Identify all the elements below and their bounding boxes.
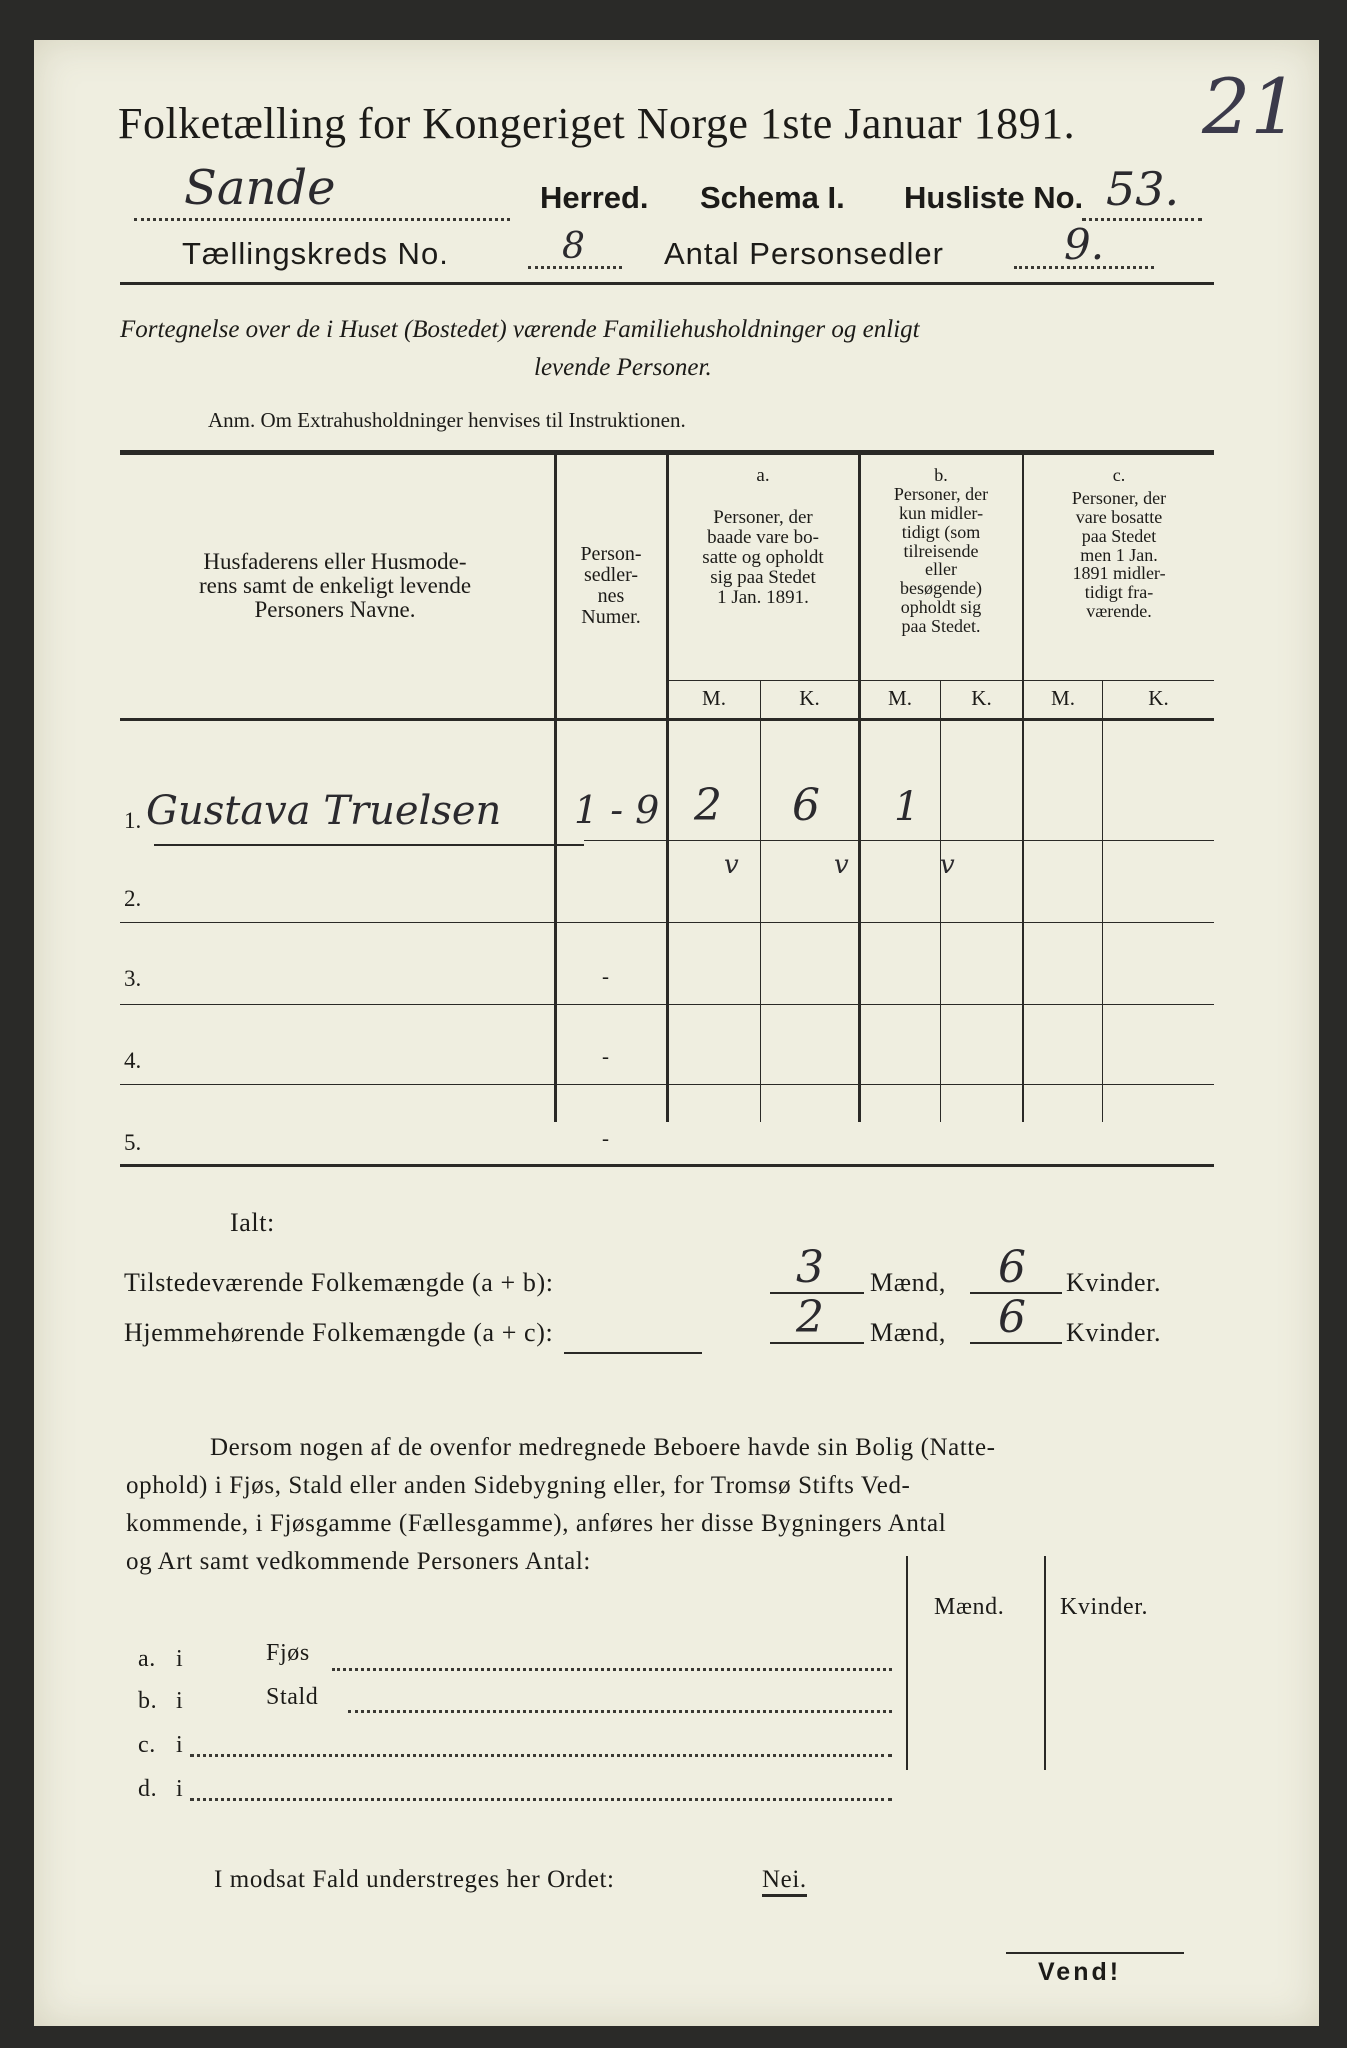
sedler-number: - xyxy=(602,964,609,988)
kreds-number: 8 xyxy=(562,226,585,267)
row-letter: d. xyxy=(138,1776,158,1802)
a-m-value: 2 xyxy=(694,780,722,831)
check-mark: v xyxy=(724,850,739,880)
schema-label: Schema I. xyxy=(700,180,845,215)
b-m-value: 1 xyxy=(894,784,920,830)
row-prep: i xyxy=(176,1776,184,1802)
maend-word: Mænd, xyxy=(870,1268,946,1297)
row-label: Stald xyxy=(266,1684,319,1710)
antal-value: 9. xyxy=(1064,220,1105,269)
nei-word: Nei. xyxy=(762,1866,807,1897)
hjemme-kvinder: 6 xyxy=(998,1292,1026,1343)
a-m-label: M. xyxy=(702,686,726,710)
row-number: 3. xyxy=(124,966,142,991)
buildings-maend-header: Mænd. xyxy=(934,1594,1005,1620)
b-k-label: K. xyxy=(971,686,992,710)
kvinder-word: Kvinder. xyxy=(1066,1268,1162,1297)
row-letter: b. xyxy=(138,1688,158,1714)
herred-label: Herred. xyxy=(540,180,649,215)
sedler-number: - xyxy=(602,1126,609,1150)
tilstede-kvinder: 6 xyxy=(998,1242,1026,1293)
modsat-text: I modsat Fald understreges her Ordet: xyxy=(214,1866,615,1893)
herred-name: Sande xyxy=(184,160,336,216)
tilstede-maend: 3 xyxy=(796,1242,824,1293)
row-prep: i xyxy=(176,1646,184,1672)
row-prep: i xyxy=(176,1688,184,1714)
row-label: Fjøs xyxy=(266,1640,310,1666)
buildings-text-2: ophold) i Fjøs, Stald eller anden Sidebygning eller, for Tromsø Stifts Ved- xyxy=(126,1472,911,1499)
ialt-label: Ialt: xyxy=(230,1208,275,1237)
buildings-text-3: kommende, i Fjøsgamme (Fællesgamme), anføres her disse Bygningers Antal xyxy=(126,1510,947,1537)
check-mark: v xyxy=(940,850,955,880)
form-title: Folketælling for Kongeriget Norge 1ste Januar 1891. xyxy=(118,99,1076,148)
check-mark: v xyxy=(834,850,849,880)
kvinder-word: Kvinder. xyxy=(1066,1318,1162,1347)
tilstede-label: Tilstedeværende Folkemængde (a + b): xyxy=(124,1268,554,1297)
section-divider xyxy=(564,1352,702,1354)
census-form-page xyxy=(34,40,1319,2026)
col-b-header: b. Personer, der kun midler- tidigt (som tilreisende eller besøgende) opholdt sig paa Stedet. xyxy=(893,465,989,637)
husliste-number: 53. xyxy=(1106,162,1180,216)
sedler-column-header: Person- sedler- nes Numer. xyxy=(580,543,642,628)
a-k-value: 6 xyxy=(792,780,820,831)
buildings-text-1: Dersom nogen af de ovenfor medregnede Beboere havde sin Bolig (Natte- xyxy=(210,1434,996,1461)
maend-word: Mænd, xyxy=(870,1318,946,1347)
col-c-header: c. Personer, der vare bosatte paa Stedet men 1 Jan. 1891 midler- tidigt fra- værende. xyxy=(1071,465,1167,622)
hjemme-maend: 2 xyxy=(796,1292,824,1343)
husliste-label: Husliste No. xyxy=(904,180,1084,215)
sedler-number: - xyxy=(602,1044,609,1068)
row-prep: i xyxy=(176,1732,184,1758)
header-rule xyxy=(120,282,1214,285)
c-k-label: K. xyxy=(1148,686,1169,710)
col-a-header: a. Personer, der baade vare bo- satte og opholdt sig paa Stedet 1 Jan. 1891. xyxy=(702,465,824,608)
intro-line-2: levende Personer. xyxy=(534,354,712,381)
row-number: 4. xyxy=(124,1048,142,1073)
b-m-label: M. xyxy=(888,686,912,710)
row-letter: a. xyxy=(138,1646,156,1672)
vend-label: Vend! xyxy=(1038,1958,1122,1986)
row-number: 5. xyxy=(124,1130,142,1155)
herred-dotted-line xyxy=(134,218,510,221)
kreds-label: Tællingskreds No. xyxy=(182,236,449,271)
person-name: Gustava Truelsen xyxy=(146,788,502,834)
page-number-mark: 21 xyxy=(1202,62,1299,151)
sedler-number: 1 - 9 xyxy=(574,788,660,832)
intro-line-1: Fortegnelse over de i Huset (Bostedet) værende Familiehusholdninger og enligt xyxy=(120,316,920,343)
a-k-label: K. xyxy=(799,686,820,710)
row-number: 2. xyxy=(124,886,142,911)
anm-note: Anm. Om Extrahusholdninger henvises til Instruktionen. xyxy=(208,408,686,432)
buildings-kvinder-header: Kvinder. xyxy=(1060,1594,1149,1620)
antal-label: Antal Personsedler xyxy=(664,236,944,271)
buildings-text-4: og Art samt vedkommende Personers Antal: xyxy=(126,1548,591,1575)
row-letter: c. xyxy=(138,1732,156,1758)
hjemme-label: Hjemmehørende Folkemængde (a + c): xyxy=(124,1318,554,1347)
names-column-header: Husfaderens eller Husmode- rens samt de enkeligt levende Personers Navne. xyxy=(198,549,472,623)
row-number: 1. xyxy=(124,808,142,833)
c-m-label: M. xyxy=(1051,686,1075,710)
